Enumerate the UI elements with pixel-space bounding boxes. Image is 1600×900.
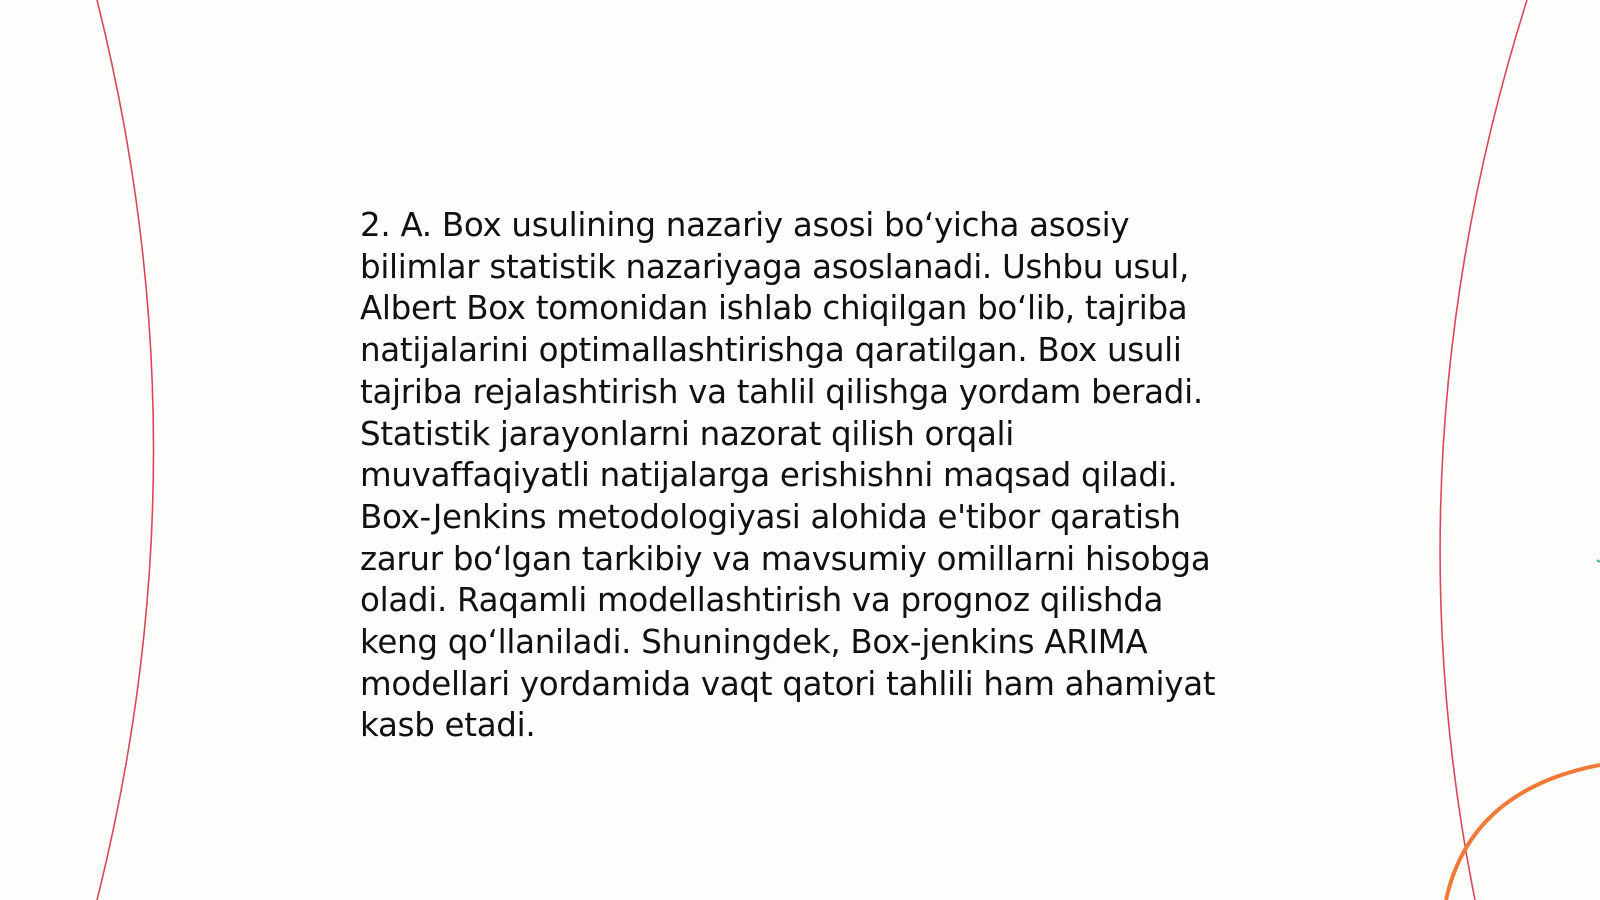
right-arc [1440,0,1527,900]
body-paragraph: 2. A. Box usulining nazariy asosi bo‘yicha asosiy bilimlar statistik nazariyaga asoslanadi. Ushbu usul, Albert Box tomonidan ishlab chiqilgan bo‘lib, tajriba natijalarini optimallashtirishga qaratilgan. Box usuli tajriba rejalashtirish va tahlil qilishga yordam beradi. Statistik jarayonlarni nazorat qilish orqali muvaffaqiyatli natijalarga erishishni maqsad qiladi. Box-Jenkins metodologiyasi alohida e'tibor qaratish zarur bo‘lgan tarkibiy va mavsumiy omillarni hisobga oladi. Raqamli modellashtirish va prognoz qilishda keng qo‘llaniladi. Shuningdek, Box-jenkins ARIMA modellari yordamida vaqt qatori tahlili ham ahamiyat kasb etadi. [360,206,1216,745]
left-arc [97,0,154,900]
orange-arc [1446,765,1600,900]
